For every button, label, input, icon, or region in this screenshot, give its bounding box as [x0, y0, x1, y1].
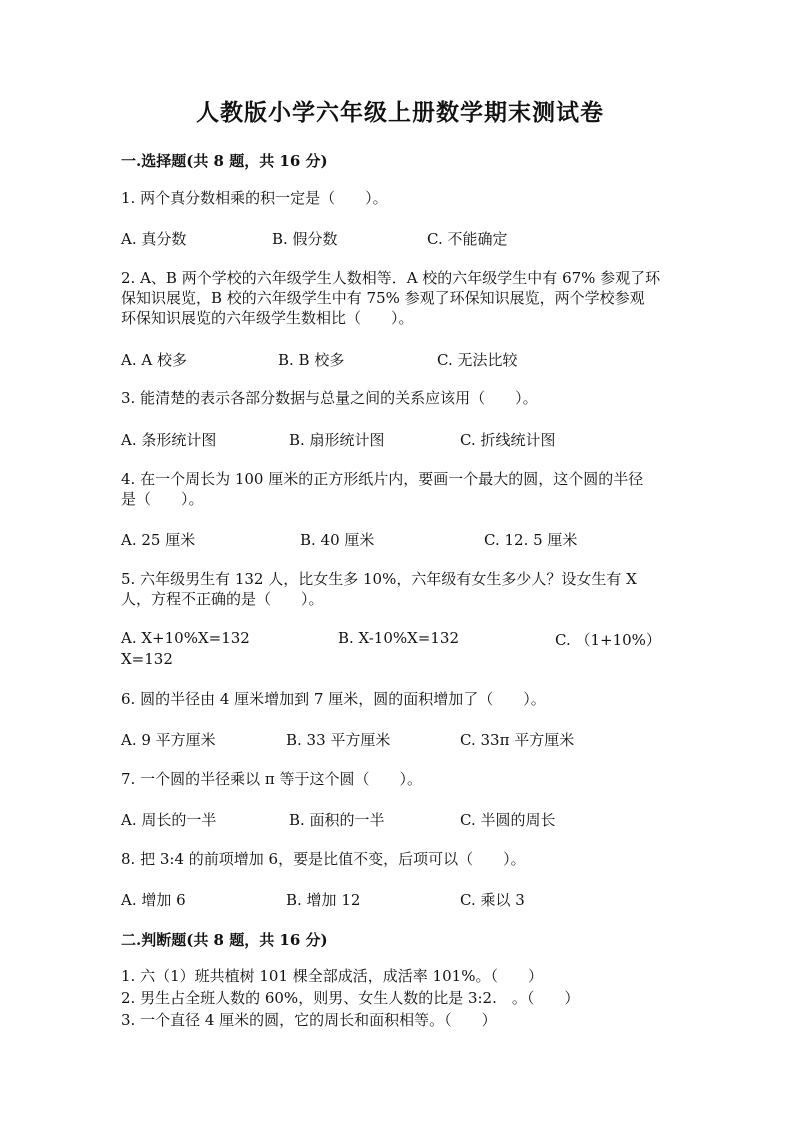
question-6-option-a: A. 9 平方厘米	[121, 731, 216, 749]
judgment-item-1: 1. 六（1）班共植树 101 棵全部成活，成活率 101%。（ ）	[121, 967, 543, 985]
question-1-option-a: A. 真分数	[121, 230, 187, 248]
question-1-option-b: B. 假分数	[272, 230, 338, 248]
section-heading-judgment: 二.判断题(共 8 题，共 16 分)	[121, 931, 328, 949]
question-4-option-a: A. 25 厘米	[121, 531, 196, 549]
question-7-option-a: A. 周长的一半	[121, 811, 217, 829]
question-5-option-c-continued: X=132	[121, 650, 173, 668]
question-8-option-c: C. 乘以 3	[460, 891, 525, 909]
question-1-option-c: C. 不能确定	[427, 230, 508, 248]
question-1: 1. 两个真分数相乘的积一定是（ ）。	[121, 189, 388, 207]
question-2-option-b: B. B 校多	[278, 351, 345, 369]
question-5-option-a: A. X+10%X=132	[121, 629, 250, 647]
question-2-option-a: A. A 校多	[121, 351, 187, 369]
question-5-option-b: B. X-10%X=132	[338, 629, 459, 647]
question-3-option-b: B. 扇形统计图	[289, 431, 385, 449]
question-4-option-c: C. 12. 5 厘米	[484, 531, 578, 549]
question-6-option-b: B. 33 平方厘米	[286, 731, 391, 749]
question-4-line-1: 4. 在一个周长为 100 厘米的正方形纸片内，要画一个最大的圆，这个圆的半径	[121, 470, 644, 488]
question-5	[121, 569, 681, 609]
question-8-option-a: A. 增加 6	[121, 891, 186, 909]
exam-title: 人教版小学六年级上册数学期末测试卷	[196, 99, 604, 126]
question-2-option-c: C. 无法比较	[437, 351, 518, 369]
judgment-item-2: 2. 男生占全班人数的 60%，则男、女生人数的比是 3:2. 。（ ）	[121, 989, 580, 1007]
question-3-option-c: C. 折线统计图	[460, 431, 556, 449]
question-4	[121, 469, 681, 509]
question-7-option-b: B. 面积的一半	[289, 811, 385, 829]
question-3: 3. 能清楚的表示各部分数据与总量之间的关系应该用（ ）。	[121, 389, 538, 407]
question-8: 8. 把 3:4 的前项增加 6，要是比值不变，后项可以（ ）。	[121, 850, 526, 868]
question-6: 6. 圆的半径由 4 厘米增加到 7 厘米，圆的面积增加了（ ）。	[121, 690, 546, 708]
judgment-item-3: 3. 一个直径 4 厘米的圆，它的周长和面积相等。（ ）	[121, 1011, 497, 1029]
question-2	[121, 268, 681, 328]
question-5-line-2: 人，方程不正确的是（ ）。	[121, 590, 324, 608]
question-6-option-c: C. 33π 平方厘米	[460, 731, 575, 749]
question-4-line-2: 是（ ）。	[121, 490, 204, 508]
question-8-option-b: B. 增加 12	[286, 891, 361, 909]
question-2-line-2: 保知识展览，B 校的六年级学生中有 75% 参观了环保知识展览，两个学校参观	[121, 289, 645, 307]
question-2-line-1: 2. A、B 两个学校的六年级学生人数相等．A 校的六年级学生中有 67% 参观了环	[121, 269, 661, 287]
question-7-option-c: C. 半圆的周长	[460, 811, 556, 829]
question-3-option-a: A. 条形统计图	[121, 431, 217, 449]
question-5-line-1: 5. 六年级男生有 132 人，比女生多 10%，六年级有女生多少人？设女生有 X	[121, 570, 637, 588]
question-7: 7. 一个圆的半径乘以 π 等于这个圆（ ）。	[121, 770, 422, 788]
question-4-option-b: B. 40 厘米	[300, 531, 375, 549]
question-5-option-c: C. （1+10%）	[555, 631, 661, 649]
question-2-line-3: 环保知识展览的六年级学生数相比（ ）。	[121, 309, 414, 327]
section-heading-choice: 一.选择题(共 8 题，共 16 分)	[121, 152, 328, 170]
